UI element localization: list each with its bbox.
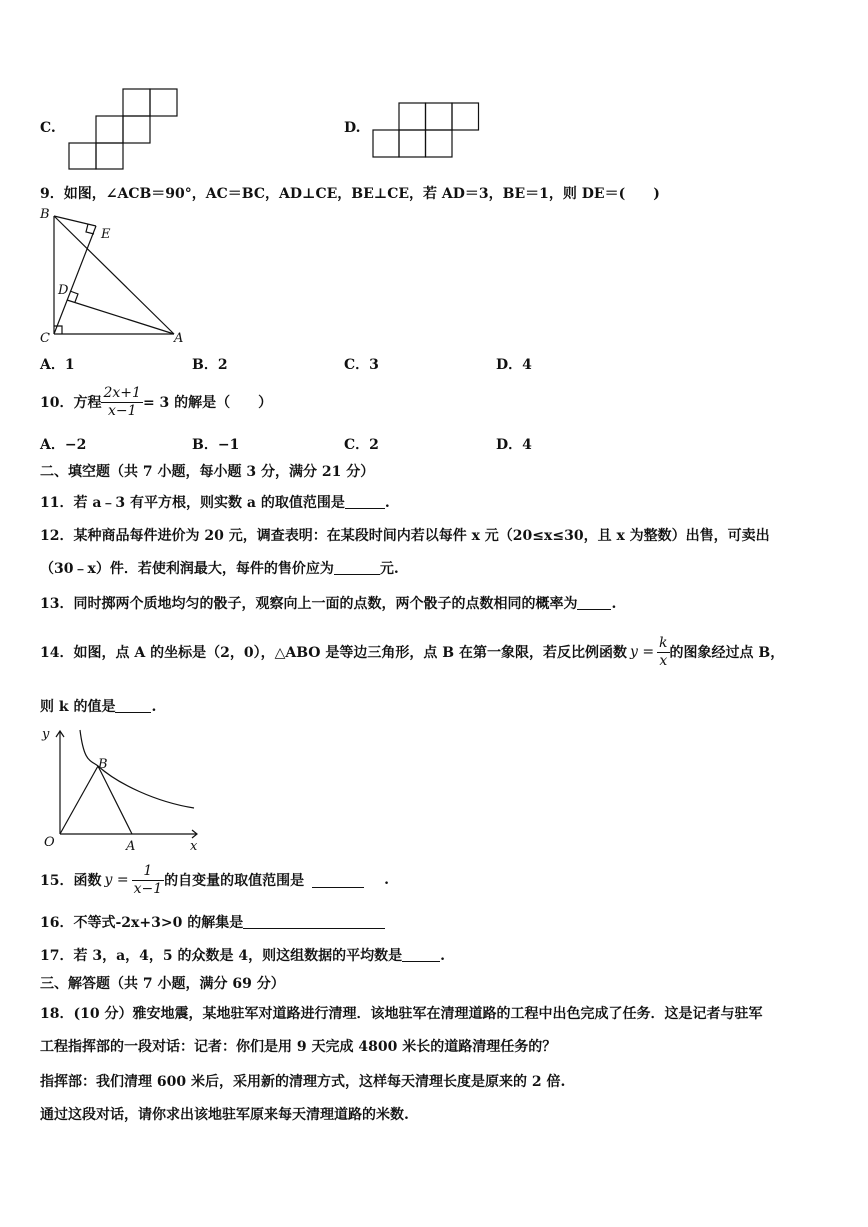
- q10-option-a: A．−2: [40, 437, 87, 453]
- q12-line2-post: 元.: [379, 561, 399, 577]
- q15-blank: [312, 873, 364, 888]
- q11-post: .: [384, 495, 390, 511]
- q15-denominator: x−1: [133, 880, 163, 897]
- q9-label-d: D: [58, 283, 69, 298]
- q10-numerator: 2x+1: [103, 384, 141, 401]
- q9-option-c: C．3: [344, 357, 379, 373]
- q15-fraction: [132, 863, 165, 898]
- q10-line: [40, 384, 272, 420]
- q12-blank: [334, 560, 380, 575]
- q14-label-a: A: [126, 839, 136, 852]
- q15-tail: .: [384, 872, 389, 888]
- q12-line2: [40, 558, 399, 578]
- q16-pre: 16．不等式-2x+3>0 的解集是: [40, 915, 244, 931]
- q15-func: y =: [104, 872, 129, 888]
- section2-heading: 二、填空题（共 7 小题，每小题 3 分，满分 21 分）: [40, 464, 375, 480]
- q9-label-e: E: [101, 227, 111, 242]
- q14-line2-post: .: [151, 699, 157, 715]
- q14-pre: 14．如图，点 A 的坐标是（2，0），△ABO 是等边三角形，点 B 在第一象限，若反比例函数: [40, 645, 627, 661]
- q10-pre: 10．方程: [40, 395, 102, 411]
- option-c-net-figure: [68, 88, 178, 170]
- q14-fraction: [657, 635, 669, 670]
- q10-option-b: B．−1: [192, 437, 240, 453]
- q14-label-x: x: [190, 839, 198, 852]
- q14-label-o: O: [44, 835, 55, 850]
- option-d-label: D.: [344, 120, 361, 136]
- q17-pre: 17．若 3，a，4，5 的众数是 4，则这组数据的平均数是: [40, 948, 403, 964]
- q15-numerator: 1: [132, 863, 165, 881]
- q9-triangle-figure: [36, 204, 186, 344]
- q17-post: .: [440, 948, 446, 964]
- q14-label-b: B: [98, 757, 108, 772]
- q14-post: 的图象经过点 B，: [669, 645, 785, 661]
- q14-line2: [40, 696, 156, 716]
- q9-text: 9．如图，∠ACB＝90°，AC＝BC，AD⊥CE，BE⊥CE，若 AD＝3，BE＝1，则 DE＝( ): [40, 186, 660, 202]
- q15-post: 的自变量的取值范围是: [164, 873, 305, 889]
- q13-line: [40, 593, 616, 613]
- section3-heading: 三、解答题（共 7 小题，满分 69 分）: [40, 976, 285, 992]
- q13-blank: [577, 595, 611, 610]
- q18-line2: 工程指挥部的一段对话：记者：你们是用 9 天完成 4800 米长的道路清理任务的？: [40, 1039, 557, 1055]
- q16-line: [40, 912, 385, 932]
- q12-line1: 12．某种商品每件进价为 20 元，调查表明：在某段时间内若以每件 x 元（20≤x≤30，且 x 为整数）出售，可卖出: [40, 528, 770, 544]
- q9-option-d: D．4: [496, 357, 532, 373]
- q14-line1: [40, 634, 784, 670]
- q10-denominator: x−1: [107, 402, 137, 419]
- q9-option-a: A．1: [40, 357, 75, 373]
- q12-line2-pre: （30﹣x）件．若使利润最大，每件的售价应为: [40, 561, 334, 577]
- q13-pre: 13．同时掷两个质地均匀的骰子，观察向上一面的点数，两个骰子的点数相同的概率为: [40, 596, 578, 612]
- q11-pre: 11．若 a﹣3 有平方根，则实数 a 的取值范围是: [40, 495, 345, 511]
- q16-blank: [243, 914, 385, 929]
- q14-numerator: k: [659, 634, 668, 651]
- q14-graph-figure: [36, 722, 206, 852]
- q10-option-c: C．2: [344, 437, 379, 453]
- option-d-net-figure: [372, 102, 480, 158]
- q11-blank: [345, 494, 385, 509]
- q10-post: = 3 的解是（ ）: [142, 395, 273, 411]
- q10-fraction: [101, 385, 142, 420]
- q14-denominator: x: [659, 652, 668, 669]
- q17-line: [40, 945, 445, 965]
- q14-line2-pre: 则 k 的值是: [40, 699, 116, 715]
- q14-label-y: y: [42, 727, 50, 742]
- option-c-label: C.: [40, 120, 56, 136]
- q13-post: .: [611, 596, 617, 612]
- q17-blank: [402, 947, 440, 962]
- q18-line1: 18．(10 分）雅安地震，某地驻军对道路进行清理．该地驻军在清理道路的工程中出色完成了任务．这是记者与驻军: [40, 1006, 763, 1022]
- q15-pre: 15．函数: [40, 873, 102, 889]
- q14-func: y =: [629, 644, 655, 660]
- q18-line4: 通过这段对话，请你求出该地驻军原来每天清理道路的米数.: [40, 1107, 409, 1123]
- q15-line: [40, 860, 389, 900]
- q11-line: [40, 492, 390, 512]
- q9-label-b: B: [40, 207, 50, 222]
- q9-option-b: B．2: [192, 357, 228, 373]
- q10-option-d: D．4: [496, 437, 532, 453]
- q14-blank: [115, 698, 151, 713]
- q9-label-a: A: [174, 331, 184, 344]
- q18-line3: 指挥部：我们清理 600 米后，采用新的清理方式，这样每天清理长度是原来的 2 倍.: [40, 1074, 566, 1090]
- q9-label-c: C: [40, 331, 50, 344]
